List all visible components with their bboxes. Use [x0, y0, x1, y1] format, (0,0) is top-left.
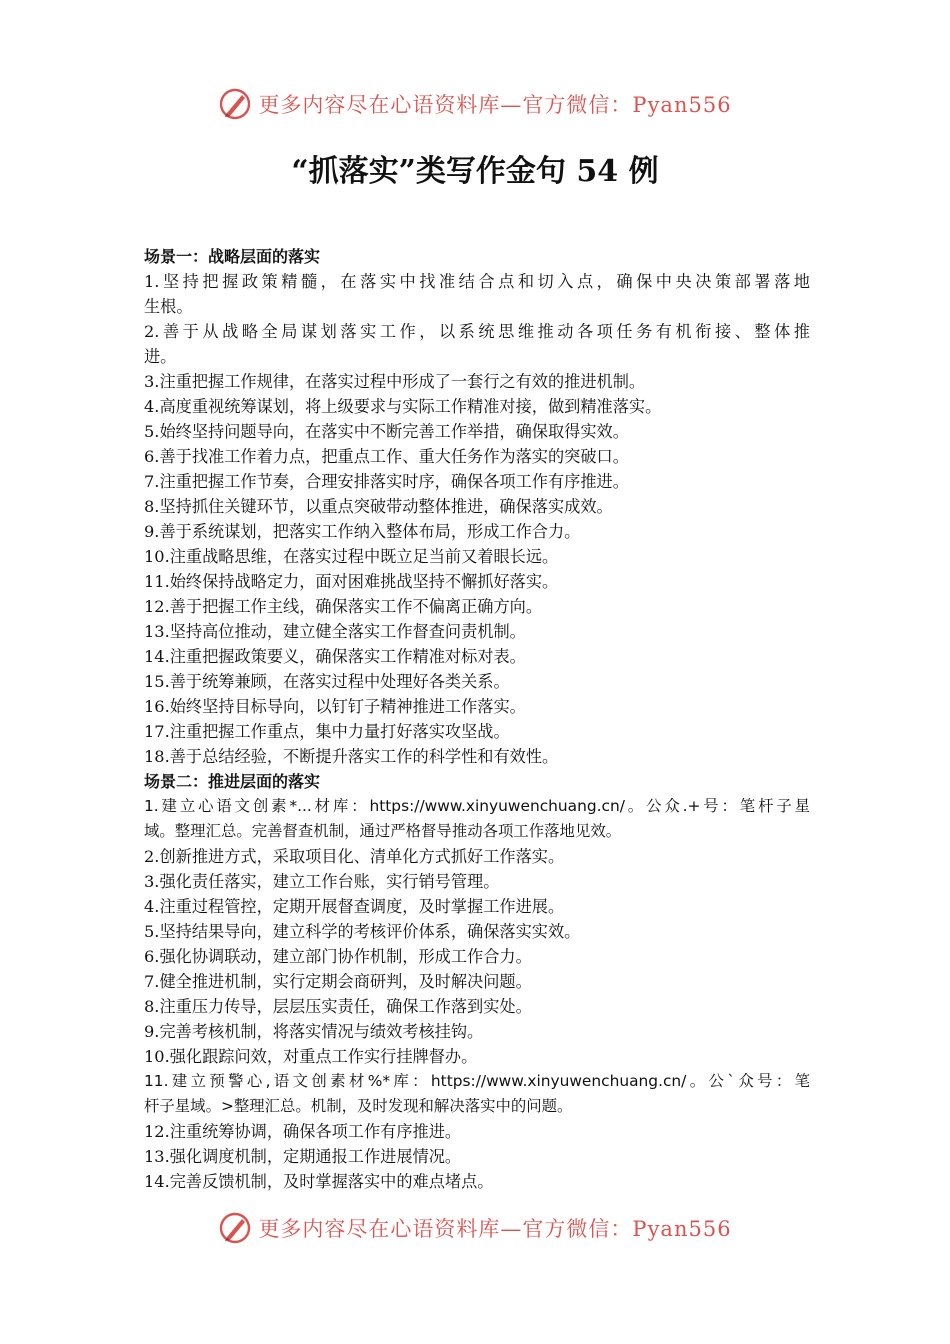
text-line: 15.善于统筹兼顾，在落实过程中处理好各类关系。	[144, 672, 510, 691]
text-line: 域。整理汇总。完善督查机制，通过严格督导推动各项工作落地见效。	[144, 822, 622, 840]
text-line: 5.坚持结果导向，建立科学的考核评价体系，确保落实实效。	[144, 922, 581, 941]
text-line: 2.创新推进方式，采取项目化、清单化方式抓好工作落实。	[144, 847, 565, 866]
text-line: 17.注重把握工作重点，集中力量打好落实攻坚战。	[144, 722, 510, 741]
text-line: 14.注重把握政策要义，确保落实工作精准对标对表。	[144, 647, 526, 666]
text-line: 9.完善考核机制，将落实情况与绩效考核挂钩。	[144, 1022, 484, 1041]
document-title: “抓落实”类写作金句 54 例	[291, 154, 659, 189]
header-banner	[0, 84, 950, 124]
text-line: 2.善于从战略全局谋划落实工作，以系统思维推动各项任务有机衔接、整体推	[144, 322, 810, 341]
text-line: 6.善于找准工作着力点，把重点工作、重大任务作为落实的突破口。	[144, 447, 629, 466]
text-line: 生根。	[144, 297, 193, 316]
pen-logo-icon	[218, 87, 252, 121]
text-line: 9.善于系统谋划，把落实工作纳入整体布局，形成工作合力。	[144, 522, 581, 541]
text-line: 进。	[144, 347, 177, 366]
section-heading: 场景二：推进层面的落实	[144, 772, 321, 791]
header-banner-inner	[218, 87, 731, 121]
text-line: 1.建立心语文创素*...材库：https://www.xinyuwenchuang.cn/。公众.+号：笔杆子星	[144, 797, 810, 815]
text-line: 杆子星域。>整理汇总。机制，及时发现和解决落实中的问题。	[144, 1097, 573, 1115]
text-line: 8.注重压力传导，层层压实责任，确保工作落到实处。	[144, 997, 532, 1016]
text-line: 1.坚持把握政策精髓，在落实中找准结合点和切入点，确保中央决策部署落地	[144, 272, 810, 291]
pen-logo-icon	[218, 1211, 252, 1245]
text-line: 4.注重过程管控，定期开展督查调度，及时掌握工作进展。	[144, 897, 565, 916]
text-line: 13.坚持高位推动，建立健全落实工作督查问责机制。	[144, 622, 526, 641]
document-body	[144, 244, 810, 1194]
text-line: 18.善于总结经验，不断提升落实工作的科学性和有效性。	[144, 747, 559, 766]
footer-banner-inner	[218, 1211, 731, 1245]
text-line: 6.强化协调联动，建立部门协作机制，形成工作合力。	[144, 947, 532, 966]
text-line: 10.强化跟踪问效，对重点工作实行挂牌督办。	[144, 1047, 478, 1066]
text-line: 3.强化责任落实，建立工作台账，实行销号管理。	[144, 872, 500, 891]
text-line: 11.始终保持战略定力，面对困难挑战坚持不懈抓好落实。	[144, 572, 559, 591]
text-line: 12.注重统筹协调，确保各项工作有序推进。	[144, 1122, 462, 1141]
text-line: 13.强化调度机制，定期通报工作进展情况。	[144, 1147, 462, 1166]
footer-banner	[0, 1208, 950, 1248]
text-line: 4.高度重视统筹谋划，将上级要求与实际工作精准对接，做到精准落实。	[144, 397, 662, 416]
text-line: 16.始终坚持目标导向，以钉钉子精神推进工作落实。	[144, 697, 526, 716]
text-line: 7.健全推进机制，实行定期会商研判，及时解决问题。	[144, 972, 532, 991]
text-line: 5.始终坚持问题导向，在落实中不断完善工作举措，确保取得实效。	[144, 422, 629, 441]
text-line: 14.完善反馈机制，及时掌握落实中的难点堵点。	[144, 1172, 494, 1191]
text-line: 8.坚持抓住关键环节，以重点突破带动整体推进，确保落实成效。	[144, 497, 613, 516]
footer-banner-text: 更多内容尽在心语资料库—官方微信：Pyan556	[258, 1217, 732, 1241]
text-line: 7.注重把握工作节奏，合理安排落实时序，确保各项工作有序推进。	[144, 472, 629, 491]
text-line: 12.善于把握工作主线，确保落实工作不偏离正确方向。	[144, 597, 543, 616]
text-line: 10.注重战略思维，在落实过程中既立足当前又着眼长远。	[144, 547, 559, 566]
header-banner-text: 更多内容尽在心语资料库—官方微信：Pyan556	[258, 93, 732, 117]
text-line: 3.注重把握工作规律，在落实过程中形成了一套行之有效的推进机制。	[144, 372, 646, 391]
text-line: 11.建立预警心,语文创素材%*库：https://www.xinyuwenchuang.cn/。公`众号：笔	[144, 1072, 810, 1090]
section-heading: 场景一：战略层面的落实	[144, 247, 321, 266]
